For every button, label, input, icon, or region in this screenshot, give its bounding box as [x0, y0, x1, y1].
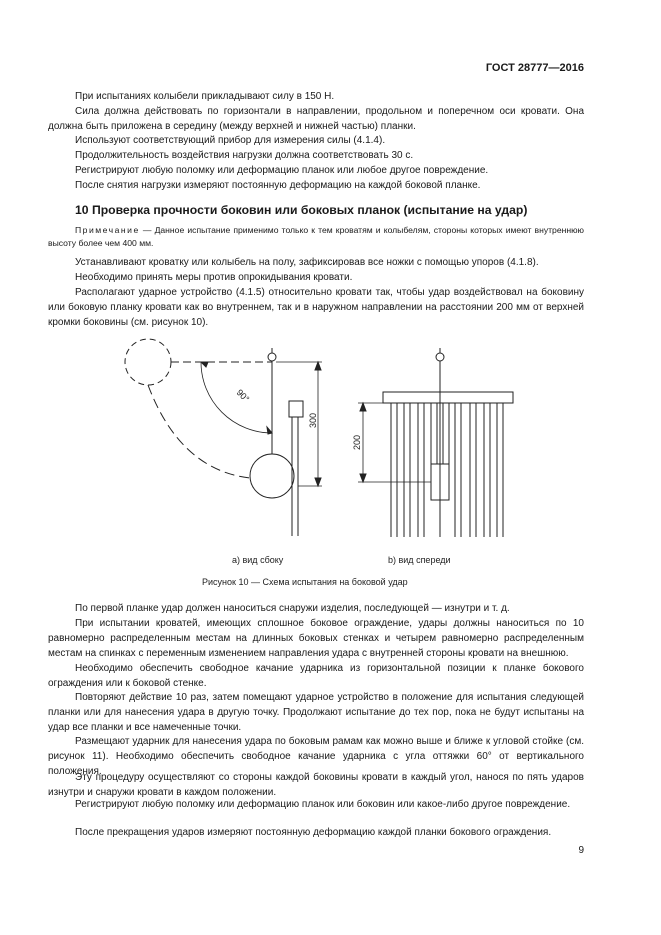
side-slat-top — [289, 401, 303, 417]
page-number: 9 — [578, 845, 584, 856]
document-code: ГОСТ 28777—2016 — [485, 62, 584, 74]
section-paragraph-3: Располагают ударное устройство (4.1.5) относительно кровати так, чтобы удар воздействовал на боковину или боковую планку кровати как во внутреннем, так и в наружном направлении на расстоянии 200 мм от верхней кромки боковины (см. рисунок 10). — [48, 287, 584, 328]
front-slats — [391, 403, 503, 537]
intro-paragraph-6: После снятия нагрузки измеряют постоянную деформацию на каждой боковой планке. — [75, 180, 481, 191]
after-paragraph-4: Повторяют действие 10 раз, затем помещают ударное устройство в положение для испытания следующей планки или для нанесения удара в другую точку. Продолжают испытание до тех пор, пока не будут испытаны на удар все планки и все намеченные точки. — [48, 692, 584, 733]
section-paragraph-2: Необходимо принять меры против опрокидывания кровати. — [75, 272, 353, 283]
side-view-label: а) вид сбоку — [232, 555, 284, 565]
note-label: Примечание — [75, 225, 140, 235]
front-pivot — [436, 353, 444, 361]
after-paragraph-7: Регистрируют любую поломку или деформацию планок или боковин или какое-либо другое повреждение. — [75, 799, 571, 810]
section-heading: 10 Проверка прочности боковин или боковых планок (испытание на удар) — [75, 203, 528, 217]
front-view-label: b) вид спереди — [388, 555, 451, 565]
intro-paragraph-1: При испытаниях колыбели прикладывают силу в 150 Н. — [75, 91, 335, 102]
after-paragraph-8: После прекращения ударов измеряют постоянную деформацию каждой планки бокового ограждения. — [75, 827, 552, 838]
dimension-200-label: 200 — [352, 434, 362, 450]
side-pivot — [268, 353, 276, 361]
pendulum-start-dashed — [125, 339, 171, 385]
intro-paragraph-5: Регистрируют любую поломку или деформацию планок или любое другое повреждение. — [75, 165, 489, 176]
angle-arc — [201, 362, 272, 433]
pendulum-bob — [250, 454, 294, 498]
after-paragraph-5: Размещают ударник для нанесения удара по боковым рамам как можно выше и ближе к угловой стойке (см. рисунок 11). Необходимо обеспечить свободное качание ударника с угла оттяжки 60° от вертикального положения. — [48, 736, 584, 777]
front-top-rail — [383, 392, 513, 403]
intro-paragraph-2: Сила должна действовать по горизонтали в направлении, продольном и поперечном оси кровати. Она должна быть приложена в середину (между верхней и нижней частью) планки. — [48, 106, 584, 132]
after-paragraph-6: Эту процедуру осуществляют со стороны каждой боковины кровати в каждый угол, нанося по пять ударов изнутри и снаружи кровати в каждом положении. — [48, 772, 584, 798]
angle-label: 90° — [234, 387, 252, 405]
intro-paragraph-4: Продолжительность воздействия нагрузки должна соответствовать 30 с. — [75, 150, 414, 161]
note-text: — Данное испытание применимо только к тем кроватям и колыбелям, стороны которых имеют внутреннюю высоту более чем 400 мм. — [48, 225, 584, 248]
after-paragraph-1: По первой планке удар должен наноситься снаружи изделия, последующей — изнутри и т. д. — [75, 603, 510, 614]
after-paragraph-2: При испытании кроватей, имеющих сплошное боковое ограждение, удары должны наноситься по 10 равномерно распределенным местам на длинных боковых стенках и четырем равномерно распределенным местам на спинках с переменным изменением направления удара с внутренней стороны кровати на внешнюю. — [48, 618, 584, 659]
intro-paragraph-3: Используют соответствующий прибор для измерения силы (4.1.4). — [75, 135, 386, 146]
figure-caption: Рисунок 10 — Схема испытания на боковой удар — [202, 577, 408, 587]
swing-arc — [148, 385, 250, 478]
dimension-300-label: 300 — [308, 412, 318, 428]
section-paragraph-1: Устанавливают кроватку или колыбель на полу, зафиксировав все ножки с помощью упоров (4.1.8). — [75, 257, 539, 268]
after-paragraph-3: Необходимо обеспечить свободное качание ударника из горизонтальной позиции к планке бокового ограждения или к боковой стенке. — [48, 663, 584, 689]
